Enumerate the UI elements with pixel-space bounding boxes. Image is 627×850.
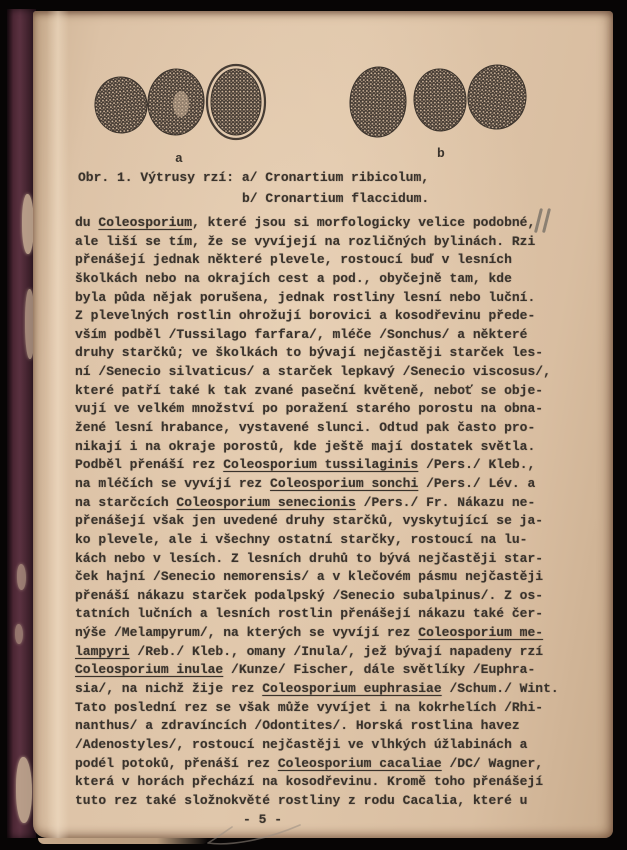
text-line: nanthus/ a zdravíncích /Odontites/. Horská rostlina havez — [75, 718, 520, 734]
text-line: vším podběl /Tussilago farfara/, mléče /Sonchus/ a některé — [75, 326, 528, 342]
text-line: na starčcích Coleosporium senecionis /Pers./ Fr. Nákazu ne- — [75, 494, 536, 510]
under-page-edge — [38, 838, 208, 844]
figure-caption-line-2: b/ Cronartium flaccidum. — [242, 191, 430, 206]
text-line: Coleosporium inulae /Kunze/ Fischer, dále světlíky /Euphra- — [75, 662, 536, 678]
book-spine — [7, 9, 36, 838]
text-line: podél potoků, přenáší rez Coleosporium cacaliae /DC/ Wagner, — [75, 755, 544, 771]
text-line: du Coleosporium, které jsou si morfologicky velice podobné, — [75, 215, 536, 230]
text-line: /Adenostyles/, rostoucí nejčastěji ve vlhkých úžlabinách a — [75, 736, 528, 752]
spine-worn-spot — [16, 757, 32, 823]
page — [33, 11, 613, 838]
text-line: Podběl přenáší rez Coleosporium tussilaginis /Pers./ Kleb., — [75, 457, 536, 473]
text-line: vují ve velkém množství po poražení starého porostu na obna- — [75, 401, 544, 417]
text-line: přenášejí jednak některé plevele, rostoucí buď v lesních — [75, 252, 512, 268]
text-line: tuto rez také složnokvěté rostliny z rodu Cacalia, které u — [75, 792, 528, 808]
text-line: tatních lučních a lesních rostlin přenášejí nákazu také čer- — [75, 606, 544, 622]
text-line: které patří také k tak zvané paseční květeně, neboť se obje- — [75, 382, 544, 398]
pencil-stroke — [534, 208, 543, 233]
text-line: Z plevelných rostlin ohrožují borovici a kosodřevinu přede- — [75, 308, 536, 324]
pencil-stroke — [542, 208, 551, 233]
pencil-swoosh-mark — [168, 819, 338, 849]
text-line: druhy starčků; ve školkách to bývají nejčastěji starček les- — [75, 345, 544, 361]
text-line: sia/, na nichž žije rez Coleosporium euphrasiae /Schum./ Wint. — [75, 681, 559, 697]
figure-label-b: b — [437, 146, 445, 161]
text-line: ní /Senecio silvaticus/ a starček lepkavý /Senecio viscosus/, — [75, 364, 551, 380]
text-line: přenášejí však jen uvedené druhy starčků, vyskytující se ja- — [75, 513, 544, 529]
text-line: která v horách přechází na kosodřevinu. Kromě toho přenášejí — [75, 774, 544, 790]
text-line: Tato poslední rez se však může vyvíjet i na kokrhelích /Rhi- — [75, 699, 544, 715]
text-line: lampyri /Reb./ Kleb., omany /Inula/, jež bývají napadeny rzí — [75, 643, 544, 659]
text-line: byla půda nějak porušena, jednak rostliny lesní nebo luční. — [75, 289, 536, 305]
text-line: ko plevele, ale i všechny ostatní starčky, rostoucí na lu- — [75, 531, 528, 547]
text-line: kách nebo v lesích. Z lesních druhů to bývá nejčastěji star- — [75, 550, 544, 566]
spore-illustration-b — [348, 62, 529, 138]
spine-worn-spot — [15, 624, 23, 644]
figure-spore-illustrations — [63, 51, 543, 156]
spine-worn-spot — [17, 564, 26, 590]
spore-highlight — [173, 91, 189, 117]
pencil-margin-mark — [534, 208, 556, 236]
spore-illustration-a — [92, 65, 265, 139]
text-line: přenáší nákazu starček podalpský /Senecio subalpinus/. Z os- — [75, 587, 544, 603]
page-number: - 5 - — [243, 812, 283, 827]
figure-caption-line-1: Obr. 1. Výtrusy rzí: a/ Cronartium ribicolum, — [78, 170, 430, 185]
text-line: na mléčích se vyvíjí rez Coleosporium sonchi /Pers./ Lév. a — [75, 475, 536, 491]
text-line: školkách nebo na okrajích cest a pod., obyčejně tam, kde — [75, 270, 512, 286]
text-line: ale liší se tím, že se vyvíjejí na rozličných bylinách. Rzi — [75, 233, 536, 249]
body-text — [75, 214, 561, 811]
text-line: žené lesní hrabance, vystavené slunci. Odtud pak často pro- — [75, 420, 536, 436]
figure-label-a: a — [175, 151, 183, 166]
text-line: nýše /Melampyrum/, na kterých se vyvíjí rez Coleosporium me- — [75, 625, 544, 641]
text-line: ček hajní /Senecio nemorensis/ a v klečovém pásmu nejčastěji — [75, 569, 544, 585]
text-line: nikají i na okraje porostů, kde ještě mají dostatek světla. — [75, 438, 536, 454]
